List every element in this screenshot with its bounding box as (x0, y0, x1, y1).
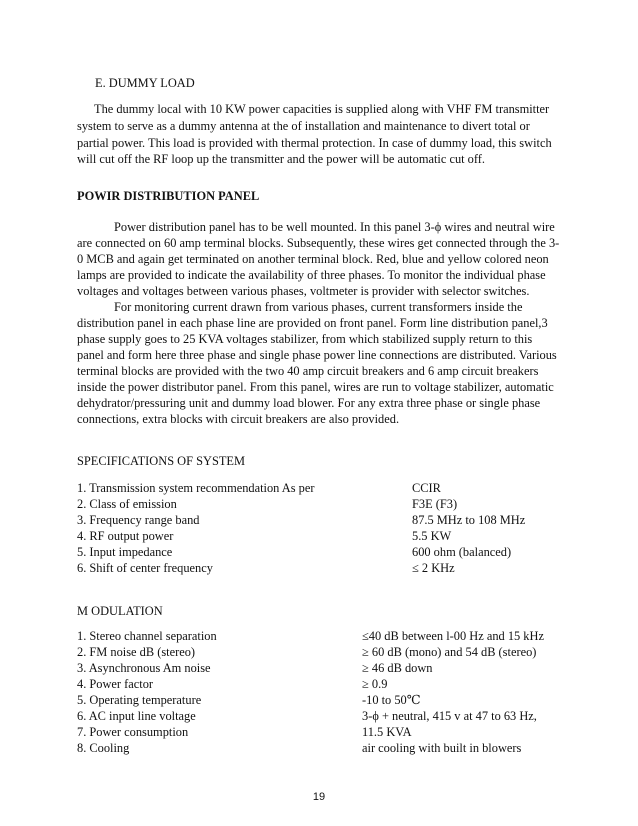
distribution-heading: POWIR DISTRIBUTION PANEL (77, 189, 260, 203)
modulation-label: 8. Cooling (77, 741, 130, 755)
section-e-line: system to serve as a dummy antenna at the of installation and maintenance to divert total or (77, 119, 530, 133)
distribution-line: 0 MCB and again get terminated on another terminal block. Red, blue and yellow colored neon (77, 252, 549, 266)
distribution-line: For monitoring current drawn from various phases, current transformers inside the (114, 300, 523, 314)
distribution-line: panel and form here three phase and single phase power line connections are distributed. Various (77, 348, 557, 362)
spec-label: 1. Transmission system recommendation As per (77, 481, 315, 495)
section-e-line: will cut off the RF loop up the transmitter and the power will be automatic cut off. (77, 152, 486, 166)
distribution-line: terminal blocks are provided with the two 40 amp circuit breakers and 6 amp circuit breakers (77, 364, 539, 378)
spec-label: 6. Shift of center frequency (77, 561, 213, 575)
page-number: 19 (312, 791, 326, 803)
distribution-line: lamps are provided to indicate the availability of three phases. To monitor the individual phase (77, 268, 546, 282)
distribution-line: inside the power distributor panel. From this panel, wires are run to voltage stabilizer, automatic (77, 380, 554, 394)
modulation-value: ≥ 46 dB down (362, 661, 433, 675)
distribution-line: Power distribution panel has to be well mounted. In this panel 3-ϕ wires and neutral wire (114, 220, 555, 234)
distribution-line: phase supply goes to 25 KVA voltages stabilizer, from which stabilized supply return to this (77, 332, 533, 346)
distribution-line: voltages and voltages between various phases, voltmeter is provider with selector switches. (77, 284, 530, 298)
distribution-line: distribution panel in each phase line are provided on front panel. Form line distribution panel,3 (77, 316, 548, 330)
distribution-line: are connected on 60 amp terminal blocks. Subsequently, these wires get connected through the 3- (77, 236, 560, 250)
modulation-label: 5. Operating temperature (77, 693, 202, 707)
spec-value: F3E (F3) (412, 497, 458, 511)
modulation-label: 2. FM noise dB (stereo) (77, 645, 196, 659)
spec-label: 3. Frequency range band (77, 513, 200, 527)
modulation-label: 3. Asynchronous Am noise (77, 661, 211, 675)
modulation-value: ≤40 dB between l-00 Hz and 15 kHz (362, 629, 544, 643)
spec-label: 5. Input impedance (77, 545, 173, 559)
distribution-line: connections, extra blocks with circuit breakers are also provided. (77, 412, 400, 426)
modulation-value: 3-ϕ + neutral, 415 v at 47 to 63 Hz, (362, 709, 537, 723)
modulation-label: 1. Stereo channel separation (77, 629, 217, 643)
modulation-value: air cooling with built in blowers (362, 741, 522, 755)
modulation-heading: M ODULATION (77, 604, 163, 618)
modulation-label: 7. Power consumption (77, 725, 189, 739)
specifications-heading: SPECIFICATIONS OF SYSTEM (77, 454, 245, 468)
section-e-heading: E. DUMMY LOAD (95, 76, 195, 90)
spec-value: 87.5 MHz to 108 MHz (412, 513, 526, 527)
modulation-value: ≥ 60 dB (mono) and 54 dB (stereo) (362, 645, 537, 659)
section-e-line: The dummy local with 10 KW power capacities is supplied along with VHF FM transmitter (94, 102, 550, 116)
modulation-label: 4. Power factor (77, 677, 154, 691)
spec-value: ≤ 2 KHz (412, 561, 455, 575)
section-e-line: partial power. This load is provided with thermal protection. In case of dummy load, this switch (77, 136, 552, 150)
spec-label: 2. Class of emission (77, 497, 177, 511)
spec-label: 4. RF output power (77, 529, 174, 543)
modulation-value: 11.5 KVA (362, 725, 412, 739)
spec-value: 5.5 KW (412, 529, 452, 543)
modulation-value: -10 to 50℃ (362, 693, 421, 707)
modulation-value: ≥ 0.9 (362, 677, 388, 691)
distribution-line: dehydrator/pressuring unit and dummy load blower. For any extra three phase or single phase (77, 396, 541, 410)
modulation-label: 6. AC input line voltage (77, 709, 196, 723)
spec-value: CCIR (412, 481, 441, 495)
spec-value: 600 ohm (balanced) (412, 545, 512, 559)
